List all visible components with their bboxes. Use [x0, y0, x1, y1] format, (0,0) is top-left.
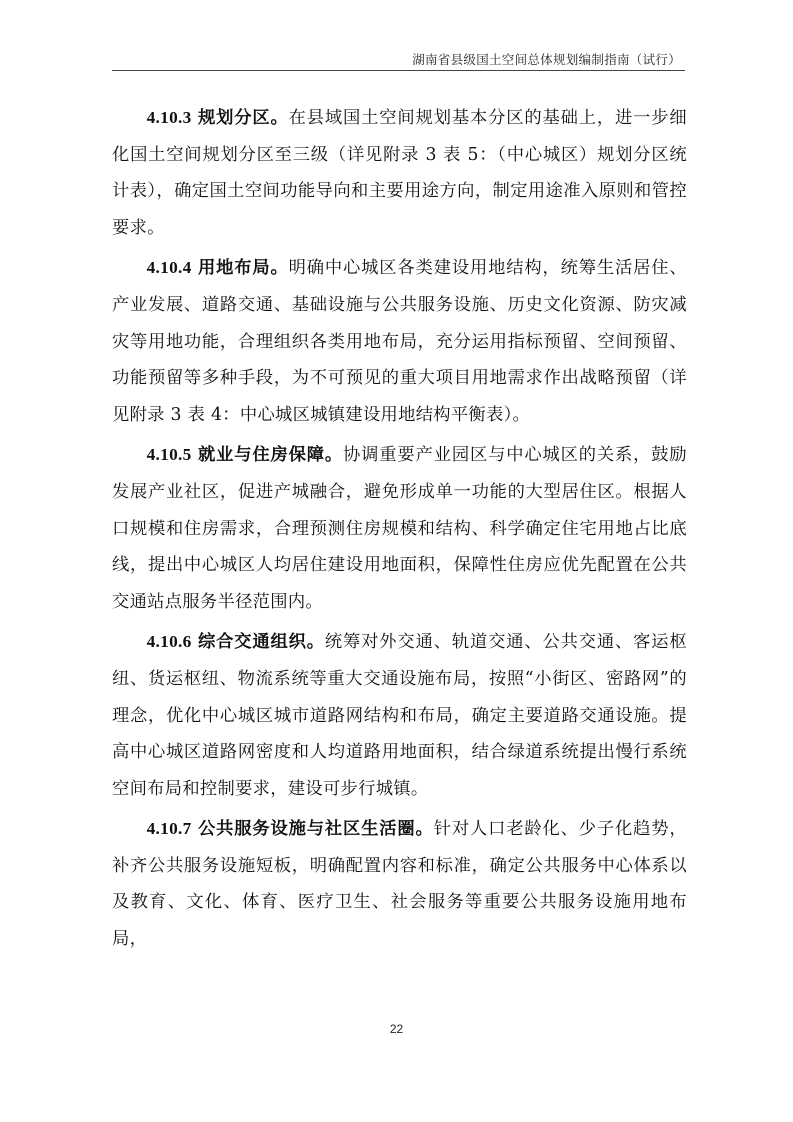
section-number: 4.10.7	[146, 819, 192, 839]
section-number: 4.10.5	[146, 445, 192, 465]
page-body	[112, 100, 687, 962]
section-number: 4.10.4	[146, 258, 192, 278]
header-rule	[112, 70, 685, 71]
section-4-10-3	[112, 100, 687, 246]
section-4-10-6	[112, 624, 687, 807]
page-number: 22	[389, 1022, 404, 1036]
section-4-10-4	[112, 250, 687, 433]
section-body: 针对人口老龄化、少子化趋势，补齐公共服务设施短板，明确配置内容和标准，确定公共服务中心体系以及教育、文化、体育、医疗卫生、社会服务等重要公共服务设施用地布局，	[112, 819, 688, 950]
section-title: 综合交通组织。	[197, 632, 325, 653]
section-body: 协调重要产业园区与中心城区的关系，鼓励发展产业社区，促进产城融合，避免形成单一功能的大型居住区。根据人口规模和住房需求，合理预测住房规模和结构、科学确定住宅用地占比底线，提出中心城区人均居住建设用地面积，保障性住房应优先配置在公共交通站点服务半径范围内。	[112, 445, 688, 612]
section-body: 在县域国土空间规划基本分区的基础上，进一步细化国土空间规划分区至三级（详见附录 3 表 5：（中心城区）规划分区统计表），确定国土空间功能导向和主要用途方向，制定用途准入原则和管控要求。	[112, 108, 687, 238]
section-title: 规划分区。	[197, 108, 289, 128]
section-4-10-7	[112, 811, 687, 957]
section-body: 明确中心城区各类建设用地结构，统筹生活居住、产业发展、道路交通、基础设施与公共服务设施、历史文化资源、防灾减灾等用地功能，合理组织各类用地布局，充分运用指标预留、空间预留、功能预留等多种手段，为不可预见的重大项目用地需求作出战略预留（详见附录 3 表 4：中心城区城镇建设用地结构平衡表）。	[112, 258, 687, 425]
section-title: 用地布局。	[197, 258, 289, 279]
section-title: 公共服务设施与社区生活圈。	[197, 819, 434, 840]
section-number: 4.10.6	[146, 632, 192, 652]
running-header: 湖南省县级国土空间总体规划编制指南（试行）	[412, 52, 681, 67]
section-title: 就业与住房保障。	[197, 445, 344, 466]
section-4-10-5	[112, 437, 687, 620]
section-number: 4.10.3	[146, 108, 192, 127]
section-body: 统筹对外交通、轨道交通、公共交通、客运枢纽、货运枢纽、物流系统等重大交通设施布局，按照“小街区、密路网”的理念，优化中心城区城市道路网结构和布局，确定主要道路交通设施。提高中心城区道路网密度和人均道路用地面积，结合绿道系统提出慢行系统空间布局和控制要求，建设可步行城镇。	[112, 632, 687, 799]
